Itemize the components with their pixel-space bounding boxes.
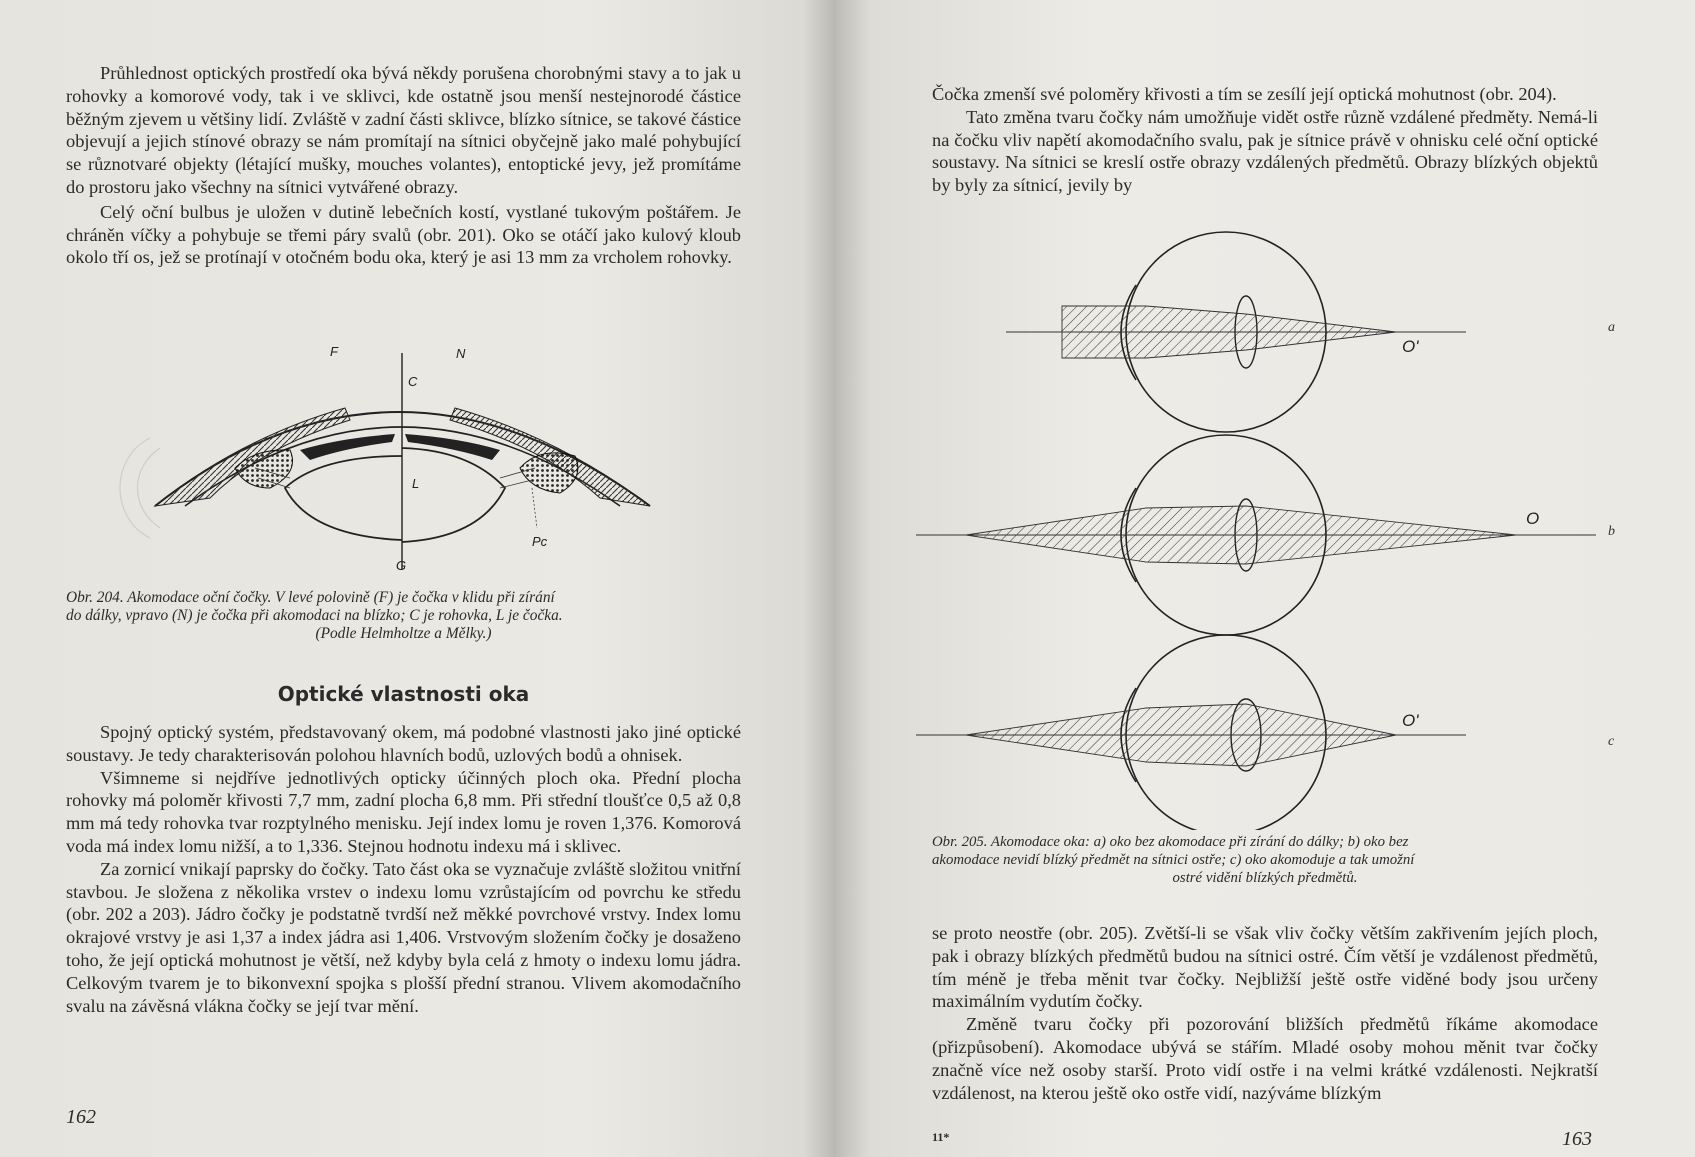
left-page	[0, 0, 836, 1157]
figure-204-eye-lens	[0, 338, 836, 578]
eye-diagram-b	[916, 435, 1596, 635]
caption-line: do dálky, vpravo (N) je čočka při akomodaci na blízko; C je rohovka, L je čočka.	[66, 607, 563, 624]
side-label-b: b	[1608, 524, 1615, 539]
page-number-right: 163	[1562, 1128, 1592, 1150]
lens-right-half	[402, 448, 505, 542]
right-body-text	[932, 922, 1598, 1104]
printer-signature: 11*	[932, 1130, 950, 1144]
show-through-marks	[120, 438, 160, 538]
point-label: O'	[1402, 337, 1419, 356]
ciliary-muscle-right	[520, 453, 578, 493]
paragraph: Změně tvaru čočky při pozorování bližších předmětů říkáme akomodace (přizpůsobení). Akomodace ubývá se stářím. Mladé osoby mohou měnit tvar čočky značně více než osoby starší. Proto vidí ostře i na velmi krátké vzdálenosti. Nejkratší vzdálenost, na kterou ještě oko ostře vidí, nazýváme blízkým	[932, 1014, 1598, 1103]
paragraph: Tato změna tvaru čočky nám umožňuje vidět ostře různě vzdálené předměty. Nemá-li na čočku vliv napětí akomodačního svalu, pak je sítnice právě v ohnisku celé oční optické soustavy. Na sítnici se kreslí ostře obrazy vzdálených předmětů. Obrazy blízkých objektů by byly za sítnicí, jevily by	[932, 106, 1598, 196]
caption-line: ostré vidění blízkých předmětů.	[1172, 870, 1358, 886]
paragraph: Spojný optický systém, představovaný okem, má podobné vlastnosti jako jiné optické soustavy. Je tedy charakterisován polohou hlavních bodů, uzlových bodů a ohnisek.	[66, 722, 741, 765]
label-G: G	[396, 558, 407, 573]
caption-line: (Podle Helmholtze a Mělky.)	[315, 625, 492, 642]
paragraph: Průhlednost optických prostředí oka bývá někdy porušena chorobnými stavy a to jak u rohovky a komorové vody, tak i ve sklivci, kde ostatně jsou menší nestejnorodé částice běžným zjevem u většiny lidí. Zvláště v zadní části sklivce, blízko sítnice, se takové částice objevují a jejich stínové obrazy se nám promítají na sítnici obyčejně jako malé pohybující se různotvaré objekty (létající mušky, mouches volantes), entoptické jevy, jež promítáme do prostoru jako všechny na sítnici vytvářené obrazy.	[66, 63, 741, 197]
label-L: L	[412, 476, 420, 491]
eye-diagram-a	[1006, 232, 1466, 432]
pc-pointer	[532, 488, 537, 528]
right-page	[836, 0, 1695, 1157]
paragraph: Všimneme si nejdříve jednotlivých opticky účinných ploch oka. Přední plocha rohovky má poloměr křivosti 7,7 mm, zadní plocha 6,8 mm. Při střední tloušťce 0,5 až 0,8 mm má tedy rohovka tvar rozptylného menisku. Její index lomu je roven 1,376. Komorová voda má index lomu nižší, a to 1,336. Stejnou hodnotu indexu má i sklivec.	[66, 767, 741, 856]
paragraph: Celý oční bulbus je uložen v dutině lebečních kostí, vystlané tukovým poštářem. Je chráněn víčky a pohybuje se třemi páry svalů (obr. 201). Oko se otáčí jako kulový kloub okolo tří os, jež se protínají v otočném bodu oka, který je asi 13 mm za vrcholem rohovky.	[66, 201, 741, 268]
left-body-text	[66, 721, 741, 1017]
side-label-a: a	[1608, 320, 1615, 335]
paragraph: Za zornicí vnikají paprsky do čočky. Tato část oka se vyznačuje zvláště složitou vnitřní stavbou. Je složena z několika vrstev o indexu lomu vzrůstajícím od povrchu ke středu (obr. 202 a 203). Jádro čočky je podstatně tvrdší než měkké povrchové vrstvy. Index lomu okrajové vrstvy je asi 1,37 a index jádra asi 1,406. Vrstvovým složením čočky je dosaženo toho, že její optická mohutnost je větší, než kdyby byla celá z hmoty o indexu lomu jádra. Celkovým tvarem je to bikonvexní spojka s plošší přední stranou. Vlivem akomodačního svalu na závěsná vlákna čočky se její tvar mění.	[66, 858, 741, 1016]
paragraph: se proto neostře (obr. 205). Zvětší-li se však vliv čočky větším zakřivením jejích ploch, pak i obrazy blízkých předmětů budou na sítnici ostré. Čím větší je vzdálenost předmětů, tím méně je třeba měnit tvar čočky. Nejbližší ještě ostře viděné body jsou určeny maximálním vydutím čočky.	[932, 923, 1598, 1012]
point-label: O'	[1402, 711, 1419, 730]
caption-line: Obr. 204. Akomodace oční čočky. V levé polovině (F) je čočka v klidu při zírání	[66, 589, 555, 606]
caption-line: Obr. 205. Akomodace oka: a) oko bez akomodace při zírání do dálky; b) oko bez	[932, 834, 1409, 850]
page-number-left: 162	[66, 1106, 96, 1128]
figure-204-caption	[66, 589, 741, 643]
section-heading: Optické vlastnosti oka	[277, 682, 530, 706]
point-label: O	[1526, 509, 1540, 528]
label-Pc: Pc	[532, 534, 548, 549]
lens-left-half	[285, 456, 402, 540]
paragraph: Čočka zmenší své poloměry křivosti a tím se zesílí její optická mohutnost (obr. 204).	[932, 84, 1557, 104]
figure-205-accommodation-diagram	[836, 230, 1695, 830]
caption-line: akomodace nevidí blízký předmět na sítnici ostře; c) oko akomoduje a tak umožní	[932, 852, 1415, 868]
side-label-c: c	[1608, 734, 1615, 749]
label-C: C	[408, 374, 418, 389]
label-N: N	[456, 346, 466, 361]
eye-diagram-c	[916, 635, 1466, 830]
label-F: F	[330, 344, 338, 359]
right-intro-text	[932, 83, 1598, 197]
figure-205-caption	[932, 833, 1598, 887]
left-intro-text	[66, 62, 741, 269]
